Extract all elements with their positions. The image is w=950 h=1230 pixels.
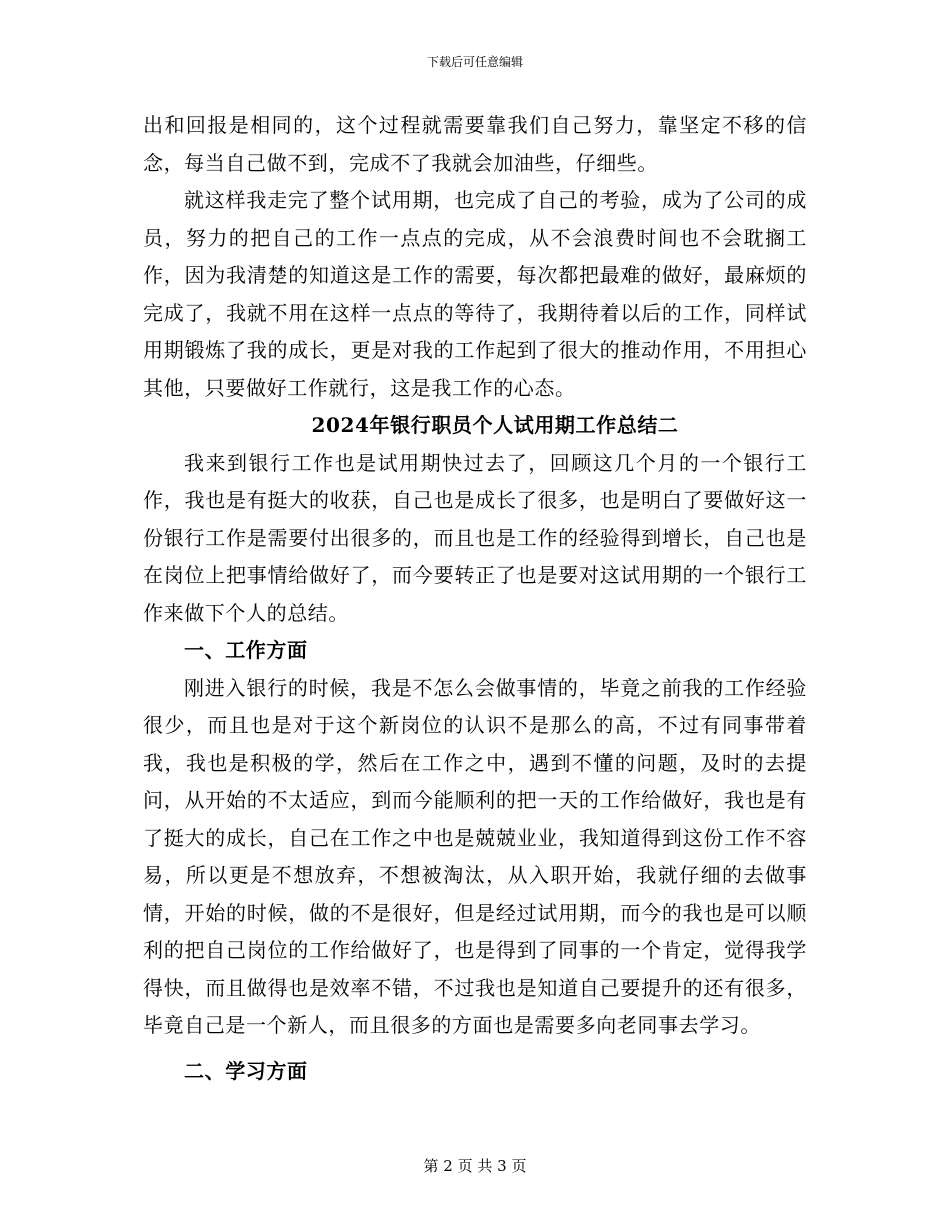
heading-work: 一、工作方面 — [184, 638, 308, 662]
page-header: 下载后可任意编辑 — [426, 55, 523, 69]
page-footer: 第 2 页 共 3 页 — [423, 1157, 527, 1175]
paragraph-work: 刚进入银行的时候，我是不怎么会做事情的，毕竟之前我的工作经验很少，而且也是对于这个新岗位的认识不是那么的高，不过有同事带着我，我也是积极的学，然后在工作之中，遇到不懂的问题，及时的去提问，从开始的不太适应，到而今能顺利的把一天的工作给做好，我也是有了挺大的成长，自己在工作之中也是兢兢业业，我知道得到这份工作不容易，所以更是不想放弃，不想被淘汰，从入职开始，我就仔细的去做事情，开始的时候，做的不是很好，但是经过试用期，而今的我也是可以顺利的把自己岗位的工作给做好了，也是得到了同事的一个肯定，觉得我学得快，而且做得也是效率不错，不过我也是知道自己要提升的还有很多，毕竟自己是一个新人，而且很多的方面也是需要多向老同事去学习。 — [143, 675, 807, 1037]
paragraph-probation-summary: 就这样我走完了整个试用期，也完成了自己的考验，成为了公司的成员，努力的把自己的工作一点点的完成，从不会浪费时间也不会耽搁工作，因为我清楚的知道这是工作的需要，每次都把最难的做好，最麻烦的完成了，我就不用在这样一点点的等待了，我期待着以后的工作，同样试用期锻炼了我的成长，更是对我的工作起到了很大的推动作用，不用担心其他，只要做好工作就行，这是我工作的心态。 — [143, 188, 807, 400]
paragraph-intro: 我来到银行工作也是试用期快过去了，回顾这几个月的一个银行工作，我也是有挺大的收获，自己也是成长了很多，也是明白了要做好这一份银行工作是需要付出很多的，而且也是工作的经验得到增长，自己也是在岗位上把事情给做好了，而今要转正了也是要对这试用期的一个银行工作来做下个人的总结。 — [143, 450, 807, 625]
paragraph-continuation: 出和回报是相同的，这个过程就需要靠我们自己努力，靠坚定不移的信念，每当自己做不到，完成不了我就会加油些，仔细些。 — [143, 113, 807, 175]
section-title: 2024年银行职员个人试用期工作总结二 — [311, 413, 679, 437]
heading-study: 二、学习方面 — [184, 1058, 308, 1083]
document-body — [143, 107, 807, 1090]
